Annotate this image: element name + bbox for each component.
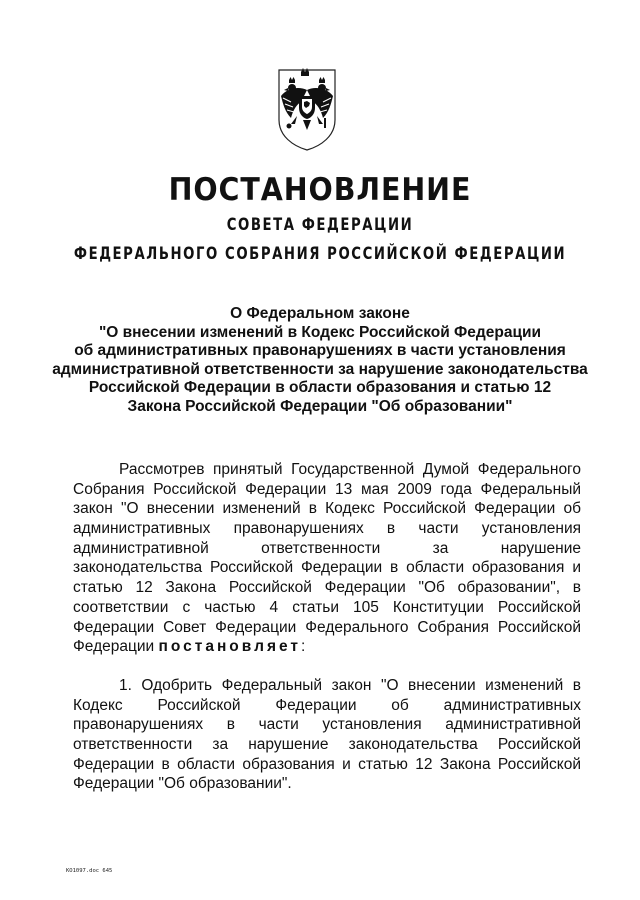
subject-line: Российской Федерации в области образования и статью 12 — [88, 379, 552, 396]
subject-line: "О внесении изменений в Кодекс Российской Федерации — [98, 323, 542, 341]
paragraph-last-line — [73, 637, 581, 657]
paragraph-line: Рассмотрев принятый Государственной Думой Федерального — [119, 461, 581, 478]
resolution-verb: постановляет — [158, 638, 301, 656]
paragraph-line: ответственности за нарушение законодательства Российской — [73, 736, 581, 754]
subject-line: административной ответственности за нарушение законодательства — [52, 360, 588, 378]
issuing-body-line-2: ФЕДЕРАЛЬНОГО СОБРАНИЯ РОССИЙСКОЙ ФЕДЕРАЦИИ — [73, 244, 567, 264]
last-line-prefix: Федерации — [73, 638, 155, 656]
resolution-item-1 — [73, 676, 581, 794]
subject-line: об административных правонарушениях в части установления — [74, 342, 566, 359]
paragraph-line: статью 12 Закона Российской Федерации "Об образовании", в — [73, 579, 581, 597]
coat-of-arms-emblem — [277, 66, 337, 154]
subject-line: Закона Российской Федерации "Об образовании" — [127, 397, 513, 415]
paragraph-line: соответствии с частью 4 статьи 105 Конституции Российской — [73, 598, 581, 616]
double-headed-eagle-icon — [277, 66, 337, 154]
issuing-body-line-1: СОВЕТА ФЕДЕРАЦИИ — [226, 215, 414, 235]
paragraph-line: административной ответственности за нарушение — [73, 539, 581, 557]
paragraph-line: административных правонарушениях в части установления — [73, 520, 581, 538]
document-subject — [40, 305, 600, 416]
paragraph-line: Собрания Российской Федерации 13 мая 2009 года Федеральный — [73, 480, 581, 498]
document-title: ПОСТАНОВЛЕНИЕ — [168, 172, 472, 208]
subject-line: О Федеральном законе — [230, 305, 410, 322]
paragraph-line: законодательства Российской Федерации в области образования и — [73, 559, 581, 577]
paragraph-line: Кодекс Российской Федерации об административных — [73, 696, 581, 714]
paragraph-line: закон "О внесении изменений в Кодекс Российской Федерации об — [73, 500, 581, 518]
paragraph-line: Федерации "Об образовании". — [73, 775, 292, 793]
last-line-suffix: : — [301, 638, 306, 656]
paragraph-line: Федерации в области образования и статью 12 Закона Российской — [73, 755, 581, 773]
paragraph-line: Федерации Совет Федерации Федерального Собрания Российской — [73, 618, 581, 636]
paragraph-line: 1. Одобрить Федеральный закон "О внесении изменений в — [119, 677, 581, 694]
paragraph-line: правонарушениях в части установления административной — [73, 716, 581, 734]
document-file-code: КО1097.doc 645 — [66, 868, 113, 874]
preamble-paragraph — [73, 460, 581, 657]
